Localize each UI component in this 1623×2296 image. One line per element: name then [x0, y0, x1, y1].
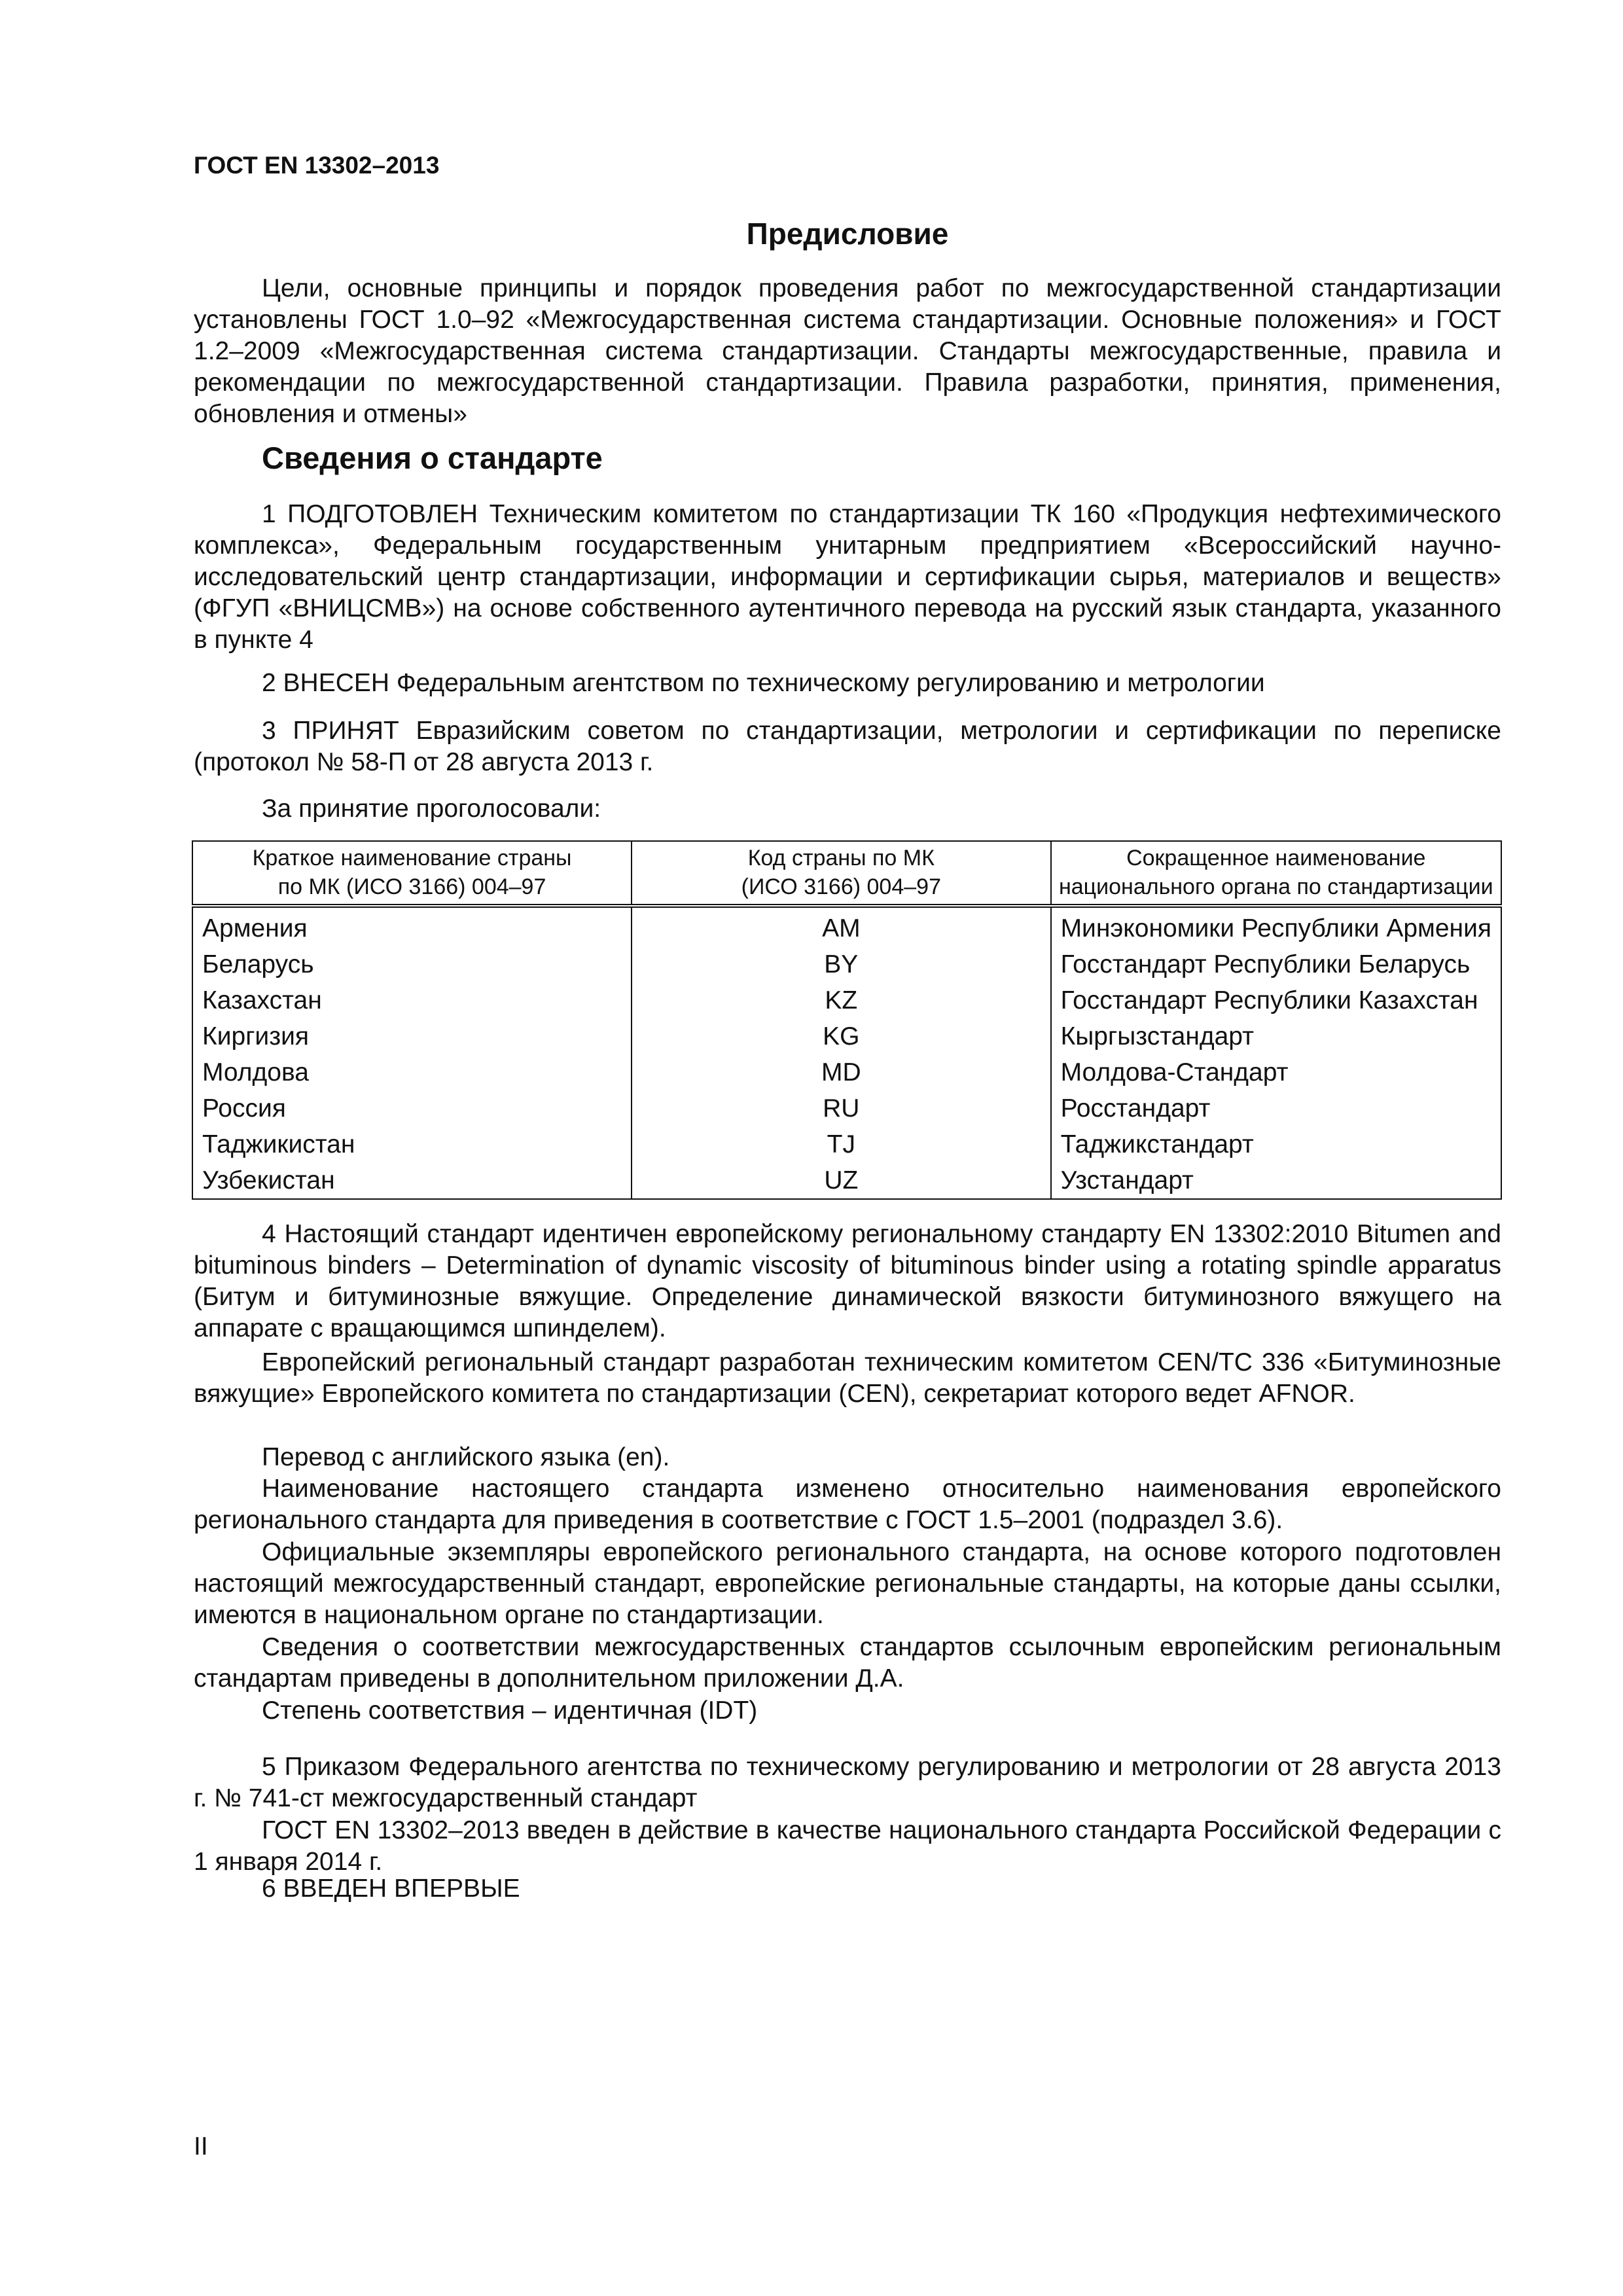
- country-cell: Армения: [192, 906, 632, 946]
- item-4-developer: Европейский региональный стандарт разработан техническим комитетом CEN/TC 336 «Битуминозные вяжущие» Европейского комитета по стандартизации (CEN), секретариат которого ведет AFNOR.: [194, 1348, 1501, 1408]
- table-row: [192, 906, 1501, 946]
- country-cell: Беларусь: [192, 946, 632, 982]
- item-4-title-change: Наименование настоящего стандарта изменено относительно наименования европейского регионального стандарта для приведения в соответствие с ГОСТ 1.5–2001 (подраздел 3.6).: [194, 1475, 1501, 1534]
- table-row: [192, 1162, 1501, 1199]
- foreword-paragraph: Цели, основные принципы и порядок проведения работ по межгосударственной стандартизации установлены ГОСТ 1.0–92 «Межгосударственная система стандартизации. Основные положения» и ГОСТ 1.2–2009 «Межгосударственная система стандартизации. Стандарты межгосударственные, правила и рекомендации по межгосударственной стандартизации. Правила разработки, принятия, применения, обновления и отмены»: [194, 274, 1501, 428]
- body-cell: Кыргызстандарт: [1051, 1018, 1501, 1054]
- code-cell: RU: [632, 1090, 1050, 1126]
- table-row: [192, 1126, 1501, 1162]
- document-code-header: ГОСТ EN 13302–2013: [194, 152, 440, 179]
- table-row: [192, 982, 1501, 1018]
- table-row: [192, 946, 1501, 982]
- item-5-effective: ГОСТ EN 13302–2013 введен в действие в качестве национального стандарта Российской Федерации с 1 января 2014 г.: [194, 1816, 1501, 1876]
- code-cell: KG: [632, 1018, 1050, 1054]
- vote-intro: За принятие проголосовали:: [262, 795, 601, 823]
- country-cell: Россия: [192, 1090, 632, 1126]
- country-cell: Казахстан: [192, 982, 632, 1018]
- standard-info-title: Сведения о стандарте: [262, 440, 603, 475]
- body-cell: Росстандарт: [1051, 1090, 1501, 1126]
- code-cell: MD: [632, 1054, 1050, 1090]
- item-4-identity: 4 Настоящий стандарт идентичен европейскому региональному стандарту EN 13302:2010 Bitumen and bituminous binders – Determination of dynamic viscosity of bituminous binder using a rotating spindle apparatus (Битум и битуминозные вяжущие. Определение динамической вязкости битуминозного вяжущего на аппарате с вращающимся шпинделем).: [194, 1220, 1501, 1342]
- item-1-prepared: 1 ПОДГОТОВЛЕН Техническим комитетом по стандартизации ТК 160 «Продукция нефтехимического комплекса», Федеральным государственным унитарным предприятием «Всероссийский научно-исследовательский центр стандартизации, информации и сертификации сырья, материалов и веществ» (ФГУП «ВНИЦСМВ») на основе собственного аутентичного перевода на русский язык стандарта, указанного в пункте 4: [194, 500, 1501, 654]
- code-cell: BY: [632, 946, 1050, 982]
- country-cell: Таджикистан: [192, 1126, 632, 1162]
- item-6-first-introduced: 6 ВВЕДЕН ВПЕРВЫЕ: [262, 1874, 520, 1903]
- body-cell: Таджикстандарт: [1051, 1126, 1501, 1162]
- item-4-degree: Степень соответствия – идентичная (IDT): [262, 1696, 758, 1725]
- header-national-body: Сокращенное наименование национального органа по стандартизации: [1051, 841, 1501, 906]
- table-row: [192, 1054, 1501, 1090]
- code-cell: TJ: [632, 1126, 1050, 1162]
- item-3-adopted: 3 ПРИНЯТ Евразийским советом по стандартизации, метрологии и сертификации по переписке (протокол № 58-П от 28 августа 2013 г.: [194, 717, 1501, 776]
- body-cell: Молдова-Стандарт: [1051, 1054, 1501, 1090]
- page-number: II: [194, 2132, 208, 2161]
- table-row: [192, 1018, 1501, 1054]
- country-cell: Молдова: [192, 1054, 632, 1090]
- item-5-order: 5 Приказом Федерального агентства по техническому регулированию и метрологии от 28 августа 2013 г. № 741-ст межгосударственный стандарт: [194, 1753, 1501, 1812]
- country-cell: Киргизия: [192, 1018, 632, 1054]
- body-cell: Госстандарт Республики Казахстан: [1051, 982, 1501, 1018]
- table-row: [192, 1090, 1501, 1126]
- code-cell: UZ: [632, 1162, 1050, 1199]
- body-cell: Минэкономики Республики Армения: [1051, 906, 1501, 946]
- code-cell: KZ: [632, 982, 1050, 1018]
- table-header-row: [192, 841, 1501, 906]
- country-cell: Узбекистан: [192, 1162, 632, 1199]
- foreword-title: Предисловие: [746, 217, 949, 251]
- item-4-official-copies: Официальные экземпляры европейского регионального стандарта, на основе которого подготовлен настоящий межгосударственный стандарт, европейские региональные стандарты, на которые даны ссылки, имеются в национальном органе по стандартизации.: [194, 1538, 1501, 1629]
- item-4-compliance-info: Сведения о соответствии межгосударственных стандартов ссылочным европейским региональным стандартам приведены в дополнительном приложении Д.А.: [194, 1633, 1501, 1693]
- header-country-name: Краткое наименование страны по МК (ИСО 3166) 004–97: [192, 841, 632, 906]
- body-cell: Узстандарт: [1051, 1162, 1501, 1199]
- header-country-code: Код страны по МК (ИСО 3166) 004–97: [632, 841, 1050, 906]
- item-4-translation: Перевод с английского языка (en).: [262, 1443, 670, 1471]
- code-cell: AM: [632, 906, 1050, 946]
- voting-countries-table: [192, 840, 1502, 1200]
- item-2-introduced: 2 ВНЕСЕН Федеральным агентством по техническому регулированию и метрологии: [262, 669, 1265, 697]
- body-cell: Госстандарт Республики Беларусь: [1051, 946, 1501, 982]
